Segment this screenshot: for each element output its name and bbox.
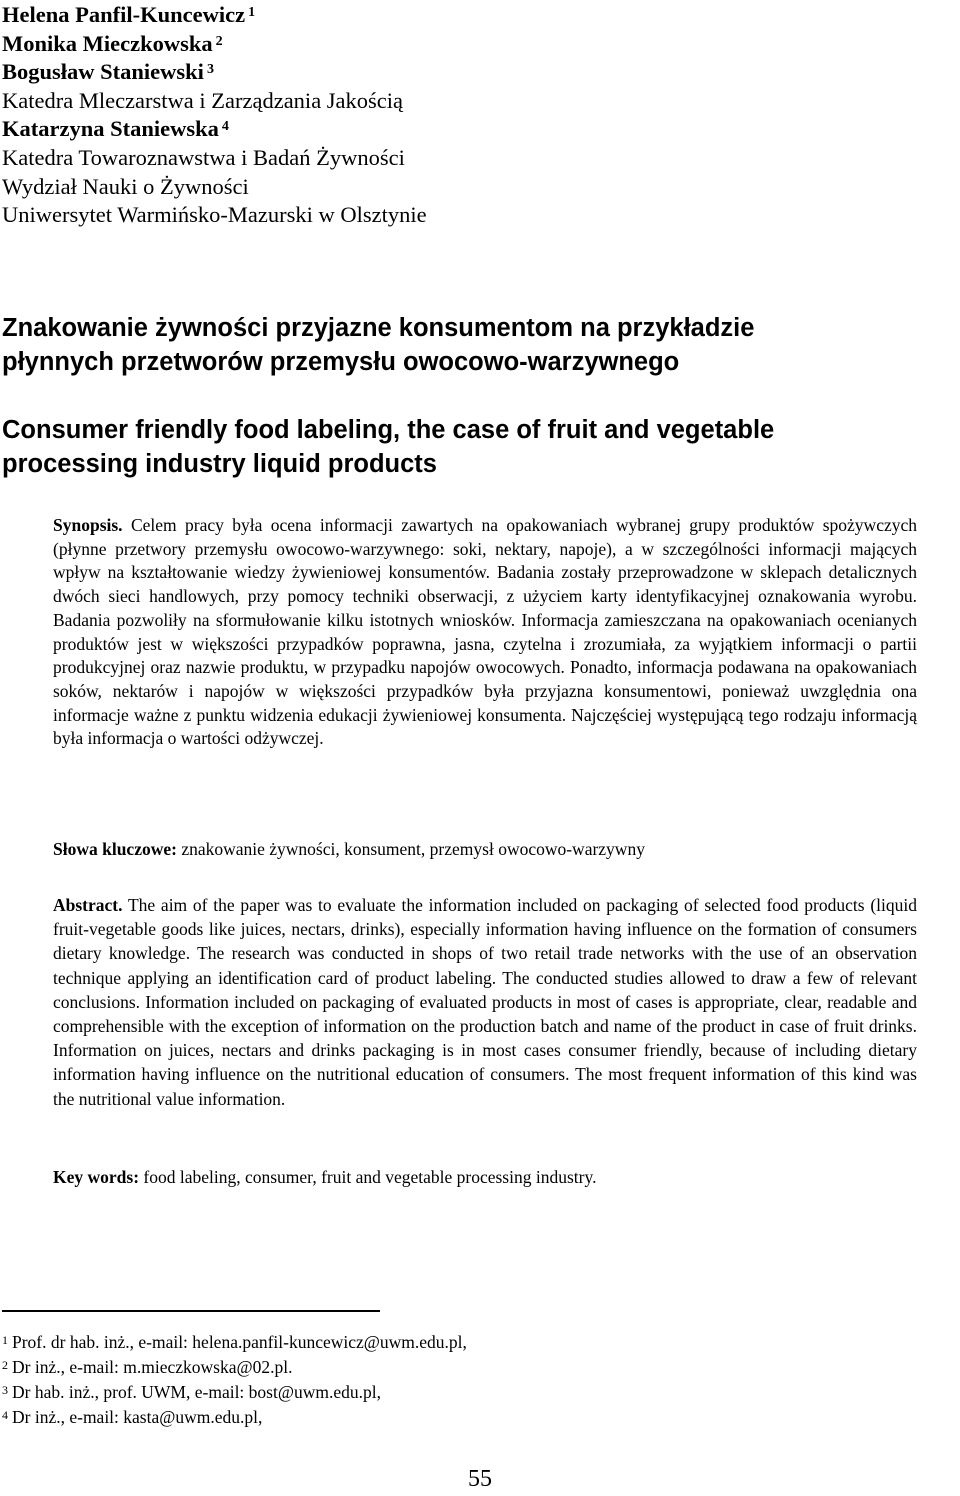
footnotes [2, 1330, 467, 1430]
synopsis-paragraph [53, 514, 917, 751]
author-name: Helena Panfil-Kuncewicz $^1$ [2, 2, 256, 27]
title-english: Consumer friendly food labeling, the case of fruit and vegetable processing industry liquid products [2, 416, 775, 478]
abstract-paragraph [53, 893, 917, 1111]
abstract-label: Abstract. [53, 895, 123, 915]
affiliation-line: Uniwersytet Warmińsko-Mazurski w Olsztynie [2, 202, 427, 228]
affiliation-line: Wydział Nauki o Żywności [2, 173, 249, 199]
footnote: $^1$ Prof. dr hab. inż., e-mail: helena.panfil-kuncewicz@uwm.edu.pl, [2, 1332, 467, 1352]
keywords-label: Key words: [53, 1167, 140, 1187]
abstract-text: The aim of the paper was to evaluate the information included on packaging of selected food products (liquid fruit-vegetable goods like juices, nectars, drinks), especially information having influence on the formation of consumers dietary knowledge. The research was conducted in shops of two retail trade networks with the use of an observation technique applying an identification card of product labeling. The conducted studies allowed to draw a few of relevant conclusions. Information included on packaging of evaluated products in most of cases is appropriate, clear, readable and comprehensible with the exception of information on the production batch and name of the product in case of fruit drinks. Information on juices, nectars and drinks packaging is in most cases consumer friendly, because of including dietary information having influence on the nutritional education of consumers. The most frequent information of this kind was the nutritional value information. [53, 895, 917, 1109]
page-number: 55 [468, 1466, 492, 1492]
footnote-separator [2, 1310, 380, 1312]
keywords-text: znakowanie żywności, konsument, przemysł owocowo-warzywny [176, 839, 645, 859]
footnote: $^3$ Dr hab. inż., prof. UWM, e-mail: bost@uwm.edu.pl, [2, 1382, 381, 1402]
keywords-text: food labeling, consumer, fruit and vegetable processing industry. [139, 1167, 597, 1187]
keywords-polish [53, 839, 645, 860]
footnote: $^2$ Dr inż., e-mail: m.mieczkowska@02.pl. [2, 1357, 293, 1377]
title-polish: Znakowanie żywności przyjazne konsumentom na przykładzie płynnych przetworów przemysłu owocowo-warzywnego [2, 314, 755, 376]
synopsis-label: Synopsis. [53, 515, 123, 535]
author-name: Katarzyna Staniewska $^4$ [2, 116, 229, 142]
footnote: $^4$ Dr inż., e-mail: kasta@uwm.edu.pl, [2, 1407, 263, 1427]
author-name: Monika Mieczkowska $^2$ [2, 30, 223, 56]
keywords-english [53, 1167, 596, 1188]
affiliation-line: Katedra Mleczarstwa i Zarządzania Jakością [2, 87, 404, 113]
synopsis-text: Celem pracy była ocena informacji zawartych na opakowaniach wybranej grupy produktów spożywczych (płynne przetwory przemysłu owocowo-warzywnego: soki, nektary, napoje), a w szczególności informacji mających wpływ na kształtowanie wiedzy żywieniowej konsumentów. Badania zostały przeprowadzone w sklepach detalicznych dwóch sieci handlowych, przy pomocy techniki obserwacji, z użyciem karty identyfikacyjnej oznakowania wyrobu. Badania pozwoliły na sformułowanie kilku istotnych wniosków. Informacja zamieszczana na opakowaniach ocenianych produktów jest w większości przypadków poprawna, jasna, czytelna i zrozumiała, za wyjątkiem informacji o partii produkcyjnej oraz nazwie produktu, w przypadku napojów owocowych. Ponadto, informacja podawana na opakowaniach soków, nektarów i napojów w większości przypadków była przyjazna konsumentowi, ponieważ uwzględnia ona informacje ważne z punktu widzenia edukacji żywieniowej konsumenta. Najczęściej występującą tego rodzaju informacją była informacja o wartości odżywczej. [53, 515, 917, 749]
author-block [2, 1, 427, 230]
author-name: Bogusław Staniewski $^3$ [2, 59, 214, 85]
keywords-label: Słowa kluczowe: [53, 839, 177, 859]
affiliation-line: Katedra Towaroznawstwa i Badań Żywności [2, 144, 405, 170]
